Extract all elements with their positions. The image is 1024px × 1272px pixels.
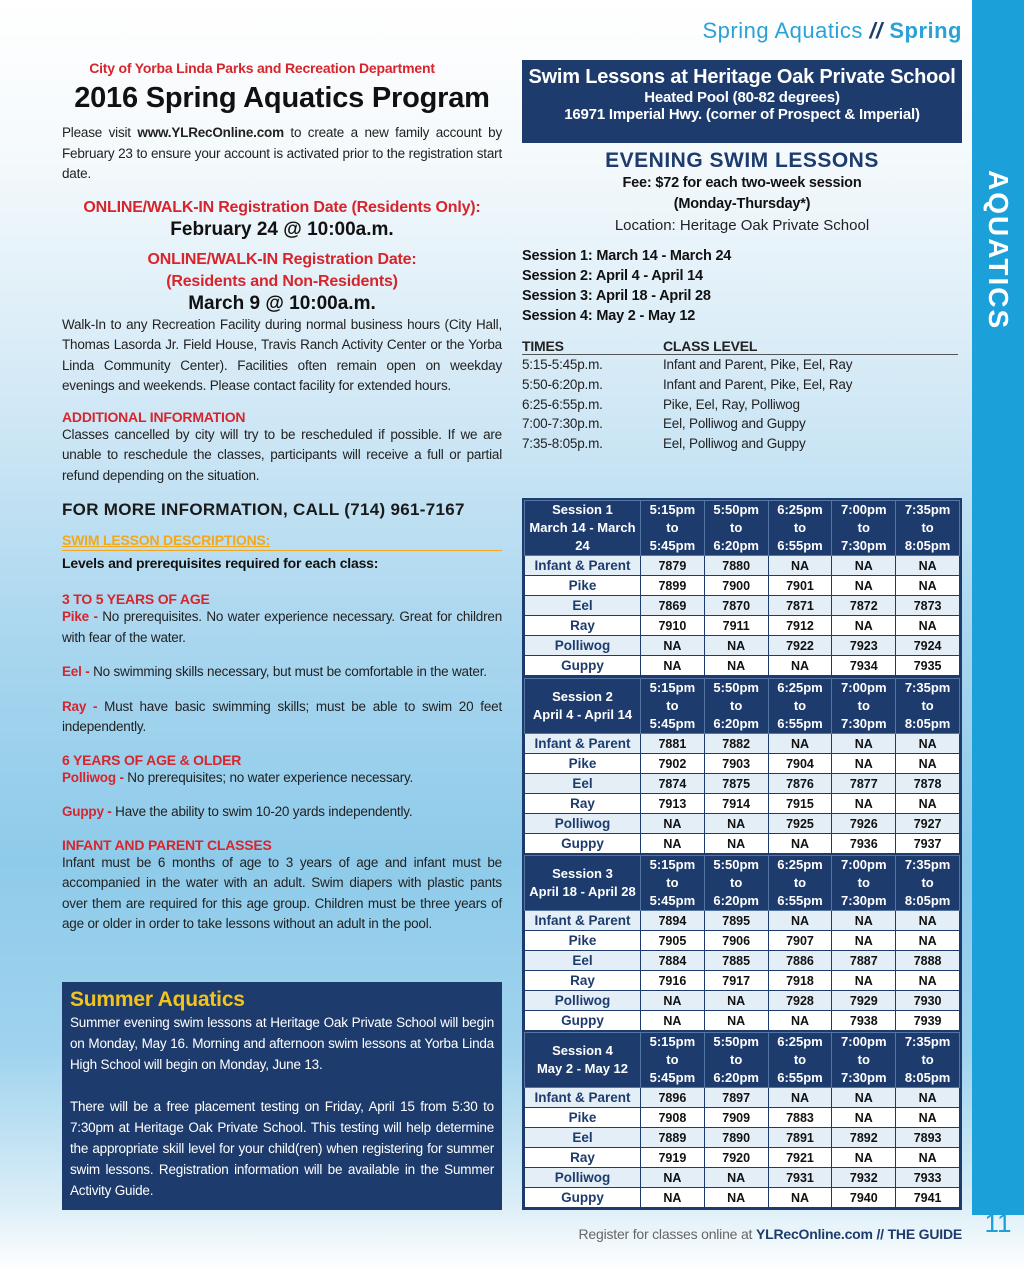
session-item: Session 2: April 4 - April 14 — [522, 268, 703, 284]
class-code-cell: NA — [832, 576, 896, 596]
table-row — [525, 596, 960, 616]
class-code-cell: 7872 — [832, 596, 896, 616]
session-table — [524, 500, 960, 676]
levels-cell: Eel, Polliwog and Guppy — [663, 436, 806, 452]
header-slashes: // — [869, 18, 883, 43]
table-row — [525, 814, 960, 834]
time-col-header: 5:50pm to 6:20pm — [704, 1033, 768, 1088]
class-level-cell: Ray — [525, 616, 641, 636]
table-row — [525, 991, 960, 1011]
class-code-cell: 7876 — [768, 774, 832, 794]
time-col-header: 5:15pm to 5:45pm — [641, 856, 705, 911]
class-code-cell: 7885 — [704, 951, 768, 971]
table-row — [525, 576, 960, 596]
class-code-cell: 7910 — [641, 616, 705, 636]
time-col-header: 7:00pm to 7:30pm — [832, 501, 896, 556]
class-code-cell: NA — [896, 1148, 960, 1168]
class-code-cell: 7894 — [641, 911, 705, 931]
additional-info-heading: ADDITIONAL INFORMATION — [62, 408, 246, 425]
class-code-cell: 7920 — [704, 1148, 768, 1168]
time-col-header: 7:00pm to 7:30pm — [832, 1033, 896, 1088]
class-code-cell: 7881 — [641, 734, 705, 754]
class-code-cell: 7921 — [768, 1148, 832, 1168]
time-cell: 7:35-8:05p.m. — [522, 436, 603, 452]
class-code-cell: 7915 — [768, 794, 832, 814]
class-code-cell: NA — [768, 1088, 832, 1108]
time-col-header: 5:15pm to 5:45pm — [641, 679, 705, 734]
days-text: (Monday-Thursday*) — [673, 196, 811, 212]
class-code-cell: NA — [704, 991, 768, 1011]
session-header-cell — [525, 501, 641, 556]
time-col-header: 6:25pm to 6:55pm — [768, 856, 832, 911]
class-code-cell: NA — [704, 814, 768, 834]
class-code-cell: NA — [704, 834, 768, 854]
time-cell: 5:15-5:45p.m. — [522, 357, 603, 372]
class-code-cell: 7931 — [768, 1168, 832, 1188]
class-code-cell: 7911 — [704, 616, 768, 636]
time-col-header: 5:50pm to 6:20pm — [704, 501, 768, 556]
class-level-cell: Eel — [525, 1128, 641, 1148]
session-grid-4 — [522, 1030, 962, 1210]
class-level-cell: Polliwog — [525, 636, 641, 656]
class-code-cell: NA — [704, 636, 768, 656]
class-code-cell: NA — [641, 991, 705, 1011]
time-col-header: 7:35pm to 8:05pm — [896, 1033, 960, 1088]
class-code-cell: NA — [832, 754, 896, 774]
class-level-cell: Pike — [525, 576, 641, 596]
class-code-cell: 7938 — [832, 1011, 896, 1031]
class-code-cell: 7913 — [641, 794, 705, 814]
class-code-cell: 7889 — [641, 1128, 705, 1148]
class-code-cell: NA — [768, 734, 832, 754]
right-column — [522, 60, 962, 454]
class-code-cell: 7912 — [768, 616, 832, 636]
contact-phone: FOR MORE INFORMATION, CALL (714) 961-7167 — [62, 500, 465, 519]
levels-cell: Pike, Eel, Ray, Polliwog — [663, 396, 800, 412]
section-name: Spring Aquatics — [702, 18, 863, 43]
table-row — [525, 794, 960, 814]
time-col-header: 6:25pm to 6:55pm — [768, 1033, 832, 1088]
registration-date-all: March 9 @ 10:00a.m. — [188, 292, 376, 314]
class-code-cell: 7924 — [896, 636, 960, 656]
class-code-cell: 7890 — [704, 1128, 768, 1148]
class-code-cell: 7907 — [768, 931, 832, 951]
class-code-cell: 7884 — [641, 951, 705, 971]
time-col-header: 5:15pm to 5:45pm — [641, 501, 705, 556]
class-code-cell: 7887 — [832, 951, 896, 971]
heritage-banner — [522, 60, 962, 143]
infant-heading: INFANT AND PARENT CLASSES — [62, 836, 272, 853]
summer-title: Summer Aquatics — [70, 988, 245, 1011]
class-level-cell: Infant & Parent — [525, 556, 641, 576]
additional-info-text: Classes cancelled by city will try to be rescheduled if possible. If we are unable to reschedule the classes, participants will receive a full or partial refund depending on the situation. — [62, 426, 502, 483]
class-code-cell: NA — [768, 1011, 832, 1031]
footer-guide: THE GUIDE — [887, 1226, 962, 1242]
class-code-cell: 7899 — [641, 576, 705, 596]
session-name: Session 4 — [552, 1043, 613, 1058]
evening-lessons-block — [522, 149, 962, 236]
class-code-cell: 7922 — [768, 636, 832, 656]
class-code-cell: NA — [896, 556, 960, 576]
class-code-cell: 7901 — [768, 576, 832, 596]
class-level-cell: Ray — [525, 1148, 641, 1168]
class-code-cell: 7928 — [768, 991, 832, 1011]
level-col-header: CLASS LEVEL — [663, 338, 758, 354]
class-code-cell: NA — [641, 1168, 705, 1188]
class-code-cell: NA — [704, 656, 768, 676]
levels-cell: Infant and Parent, Pike, Eel, Ray — [663, 357, 853, 372]
class-code-cell: 7870 — [704, 596, 768, 616]
class-code-cell: NA — [896, 754, 960, 774]
class-code-cell: NA — [832, 1148, 896, 1168]
table-row — [525, 1148, 960, 1168]
heritage-pool: Heated Pool (80-82 degrees) — [644, 89, 840, 106]
times-col-header: TIMES — [522, 338, 564, 354]
class-code-cell: 7880 — [704, 556, 768, 576]
infant-text: Infant must be 6 months of age to 3 years of age and infant must be accompanied in the water with an adult. Swim diapers with plastic pants over them are required for this age group. Children must be three years of age or older in order to take lessons without an adult in the pool. — [62, 854, 502, 931]
class-code-cell: NA — [832, 971, 896, 991]
session-name: Session 1 — [552, 502, 613, 517]
class-code-cell: NA — [704, 1011, 768, 1031]
class-code-cell: 7939 — [896, 1011, 960, 1031]
class-code-cell: 7879 — [641, 556, 705, 576]
session-dates: April 18 - April 28 — [529, 884, 636, 899]
class-code-cell: NA — [704, 1168, 768, 1188]
class-code-cell: NA — [832, 1088, 896, 1108]
time-col-header: 7:35pm to 8:05pm — [896, 501, 960, 556]
class-level-cell: Pike — [525, 754, 641, 774]
class-level-cell: Eel — [525, 951, 641, 971]
class-level-cell: Infant & Parent — [525, 911, 641, 931]
class-code-cell: 7908 — [641, 1108, 705, 1128]
class-code-cell: 7926 — [832, 814, 896, 834]
time-col-header: 7:35pm to 8:05pm — [896, 856, 960, 911]
summer-para-2: There will be a free placement testing on Friday, April 15 from 5:30 to 7:30pm at Heritage Oak Private School. This testing will help determine the appropriate skill level for your child(ren) when registering for summer swim lessons. Registration information will be available in the Summer Activity Guide. — [70, 1099, 494, 1198]
class-code-cell: 7932 — [832, 1168, 896, 1188]
table-row — [525, 911, 960, 931]
class-level-cell: Guppy — [525, 656, 641, 676]
class-code-cell: NA — [641, 834, 705, 854]
class-code-cell: NA — [768, 556, 832, 576]
session-grid-3 — [522, 853, 962, 1033]
class-code-cell: NA — [641, 1011, 705, 1031]
class-code-cell: 7882 — [704, 734, 768, 754]
swim-descriptions-heading: SWIM LESSON DESCRIPTIONS: — [62, 532, 502, 551]
program-title: 2016 Spring Aquatics Program — [74, 82, 490, 114]
class-code-cell: 7909 — [704, 1108, 768, 1128]
class-code-cell: NA — [704, 1188, 768, 1208]
intro-text: Please visit www.YLRecOnline.com to create a new family account by February 23 to ensure your account is activated prior to the registration start date. — [62, 125, 502, 181]
table-row — [525, 1188, 960, 1208]
class-level-cell: Eel — [525, 774, 641, 794]
class-level-cell: Polliwog — [525, 814, 641, 834]
levels-heading: Levels and prerequisites required for each class: — [62, 555, 379, 571]
class-code-cell: 7940 — [832, 1188, 896, 1208]
table-row — [525, 636, 960, 656]
session-table — [524, 678, 960, 854]
class-code-cell: NA — [832, 556, 896, 576]
class-code-cell: 7902 — [641, 754, 705, 774]
session-dates: March 14 - March 24 — [529, 520, 636, 553]
class-code-cell: NA — [896, 734, 960, 754]
class-level-cell: Infant & Parent — [525, 734, 641, 754]
time-col-header: 6:25pm to 6:55pm — [768, 501, 832, 556]
class-code-cell: 7895 — [704, 911, 768, 931]
class-code-cell: NA — [768, 834, 832, 854]
registration-heading-residents: ONLINE/WALK-IN Registration Date (Residents Only): — [83, 198, 481, 216]
class-code-cell: 7903 — [704, 754, 768, 774]
time-col-header: 7:00pm to 7:30pm — [832, 856, 896, 911]
class-code-cell: 7888 — [896, 951, 960, 971]
class-code-cell: 7930 — [896, 991, 960, 1011]
time-cell: 5:50-6:20p.m. — [522, 376, 603, 392]
times-row — [522, 355, 958, 375]
class-code-cell: 7906 — [704, 931, 768, 951]
class-code-cell: NA — [832, 734, 896, 754]
class-code-cell: 7886 — [768, 951, 832, 971]
class-level-cell: Eel — [525, 596, 641, 616]
session-name: Session 3 — [552, 866, 613, 881]
table-row — [525, 1108, 960, 1128]
class-code-cell: 7905 — [641, 931, 705, 951]
table-row — [525, 951, 960, 971]
time-cell: 6:25-6:55p.m. — [522, 396, 603, 412]
class-code-cell: NA — [896, 616, 960, 636]
class-code-cell: 7935 — [896, 656, 960, 676]
class-code-cell: 7925 — [768, 814, 832, 834]
table-row — [525, 1011, 960, 1031]
time-cell: 7:00-7:30p.m. — [522, 416, 603, 432]
class-code-cell: 7937 — [896, 834, 960, 854]
class-code-cell: NA — [641, 1188, 705, 1208]
registration-date-residents: February 24 @ 10:00a.m. — [170, 218, 394, 240]
class-code-cell: 7904 — [768, 754, 832, 774]
table-row — [525, 1088, 960, 1108]
time-col-header: 5:50pm to 6:20pm — [704, 679, 768, 734]
page-number: 11 — [984, 1208, 1012, 1238]
polliwog-description: Polliwog - No prerequisites; no water experience necessary. — [62, 769, 414, 785]
summer-para-1: Summer evening swim lessons at Heritage Oak Private School will begin on Monday, May 16. Morning and afternoon swim lessons at Yorba Linda High School will begin on Monday, June 13. — [70, 1015, 494, 1072]
section-header — [702, 18, 962, 44]
times-header — [522, 338, 958, 355]
times-row — [522, 414, 958, 434]
table-row — [525, 616, 960, 636]
guppy-description: Guppy - Have the ability to swim 10-20 yards independently. — [62, 804, 413, 819]
season-name: Spring — [889, 18, 962, 43]
ray-description: Ray - Must have basic swimming skills; must be able to swim 20 feet independently. — [62, 698, 502, 734]
footer-slashes: // — [876, 1226, 884, 1242]
class-code-cell: 7918 — [768, 971, 832, 991]
class-code-cell: 7923 — [832, 636, 896, 656]
class-code-cell: 7914 — [704, 794, 768, 814]
session-dates: April 4 - April 14 — [532, 707, 633, 722]
times-row — [522, 395, 958, 415]
session-grid-1 — [522, 498, 962, 678]
time-col-header: 7:35pm to 8:05pm — [896, 679, 960, 734]
class-code-cell: 7891 — [768, 1128, 832, 1148]
class-code-cell: NA — [896, 1108, 960, 1128]
table-row — [525, 774, 960, 794]
eel-description: Eel - No swimming skills necessary, but must be comfortable in the water. — [62, 664, 487, 679]
times-table — [522, 338, 958, 454]
session-item: Session 3: April 18 - April 28 — [522, 288, 711, 304]
class-code-cell: NA — [896, 1088, 960, 1108]
class-code-cell: 7873 — [896, 596, 960, 616]
class-code-cell: 7883 — [768, 1108, 832, 1128]
class-code-cell: 7892 — [832, 1128, 896, 1148]
table-row — [525, 556, 960, 576]
time-col-header: 5:50pm to 6:20pm — [704, 856, 768, 911]
class-code-cell: NA — [832, 931, 896, 951]
department-name: City of Yorba Linda Parks and Recreation Department — [89, 60, 435, 76]
class-code-cell: 7896 — [641, 1088, 705, 1108]
class-code-cell: NA — [832, 616, 896, 636]
footer-prefix: Register for classes online at — [578, 1226, 753, 1242]
class-level-cell: Polliwog — [525, 1168, 641, 1188]
time-col-header: 5:15pm to 5:45pm — [641, 1033, 705, 1088]
table-row — [525, 1168, 960, 1188]
session-item: Session 4: May 2 - May 12 — [522, 308, 696, 324]
table-row — [525, 834, 960, 854]
class-code-cell: NA — [832, 794, 896, 814]
class-level-cell: Pike — [525, 1108, 641, 1128]
session-header-cell — [525, 1033, 641, 1088]
session-header-cell — [525, 856, 641, 911]
class-level-cell: Infant & Parent — [525, 1088, 641, 1108]
class-level-cell: Polliwog — [525, 991, 641, 1011]
class-code-cell: 7893 — [896, 1128, 960, 1148]
heritage-title: Swim Lessons at Heritage Oak Private School — [528, 66, 956, 88]
session-table — [524, 855, 960, 1031]
class-code-cell: NA — [896, 971, 960, 991]
class-code-cell: 7933 — [896, 1168, 960, 1188]
class-code-cell: 7927 — [896, 814, 960, 834]
class-level-cell: Pike — [525, 931, 641, 951]
fee-text: Fee: $72 for each two-week session — [622, 175, 862, 191]
footer-site-link[interactable]: YLRecOnline.com — [755, 1226, 873, 1242]
table-row — [525, 754, 960, 774]
table-row — [525, 734, 960, 754]
class-level-cell: Guppy — [525, 834, 641, 854]
session-dates: May 2 - May 12 — [536, 1061, 629, 1076]
class-level-cell: Ray — [525, 794, 641, 814]
registration-heading-all-line2: (Residents and Non-Residents) — [166, 272, 398, 290]
class-code-cell: 7919 — [641, 1148, 705, 1168]
class-code-cell: 7878 — [896, 774, 960, 794]
class-code-cell: NA — [768, 1188, 832, 1208]
location-text: Location: Heritage Oak Private School — [614, 217, 870, 234]
class-code-cell: 7900 — [704, 576, 768, 596]
intro-site-link[interactable]: www.YLRecOnline.com — [137, 125, 284, 140]
age-3-5-heading: 3 TO 5 YEARS OF AGE — [62, 591, 210, 607]
table-row — [525, 931, 960, 951]
class-level-cell: Guppy — [525, 1188, 641, 1208]
side-label: AQUATICS — [983, 169, 1014, 331]
time-col-header: 6:25pm to 6:55pm — [768, 679, 832, 734]
times-row — [522, 434, 958, 454]
class-code-cell: 7934 — [832, 656, 896, 676]
left-column — [62, 60, 502, 935]
class-code-cell: 7917 — [704, 971, 768, 991]
class-code-cell: 7871 — [768, 596, 832, 616]
class-level-cell: Ray — [525, 971, 641, 991]
table-row — [525, 1128, 960, 1148]
class-code-cell: 7941 — [896, 1188, 960, 1208]
walkin-text: Walk-In to any Recreation Facility during normal business hours (City Hall, Thomas Lasorda Jr. Field House, Travis Ranch Activity Center or the Yorba Linda Community Center). Facilities often remain open on weekday evenings and weekends. Please contact facility for extended hours. — [62, 316, 502, 393]
class-code-cell: 7936 — [832, 834, 896, 854]
class-code-cell: NA — [641, 814, 705, 834]
table-row — [525, 656, 960, 676]
footer — [578, 1226, 962, 1242]
table-row — [525, 971, 960, 991]
times-row — [522, 375, 958, 395]
pike-description: Pike - No prerequisites. No water experience necessary. Great for children with fear of the water. — [62, 609, 502, 645]
class-code-cell: NA — [896, 931, 960, 951]
session-grid-2 — [522, 676, 962, 856]
session-name: Session 2 — [552, 689, 613, 704]
class-code-cell: 7897 — [704, 1088, 768, 1108]
class-code-cell: NA — [832, 1108, 896, 1128]
session-item: Session 1: March 14 - March 24 — [522, 248, 732, 264]
class-code-cell: NA — [768, 656, 832, 676]
session-header-cell — [525, 679, 641, 734]
time-col-header: 7:00pm to 7:30pm — [832, 679, 896, 734]
class-code-cell: NA — [641, 636, 705, 656]
heritage-address: 16971 Imperial Hwy. (corner of Prospect & Imperial) — [564, 106, 920, 123]
class-code-cell: NA — [896, 794, 960, 814]
session-list — [522, 246, 962, 326]
registration-heading-all-line1: ONLINE/WALK-IN Registration Date: — [147, 250, 417, 268]
class-code-cell: NA — [832, 911, 896, 931]
levels-cell: Infant and Parent, Pike, Eel, Ray — [663, 376, 853, 392]
class-code-cell: NA — [768, 911, 832, 931]
class-code-cell: 7875 — [704, 774, 768, 794]
summer-aquatics-box — [62, 982, 502, 1210]
age-6-plus-heading: 6 YEARS OF AGE & OLDER — [62, 751, 242, 768]
side-strip — [972, 0, 1024, 1215]
class-level-cell: Guppy — [525, 1011, 641, 1031]
session-table — [524, 1032, 960, 1208]
class-code-cell: 7877 — [832, 774, 896, 794]
class-code-cell: NA — [896, 576, 960, 596]
class-code-cell: 7929 — [832, 991, 896, 1011]
class-code-cell: NA — [641, 656, 705, 676]
class-code-cell: NA — [896, 911, 960, 931]
class-code-cell: 7869 — [641, 596, 705, 616]
evening-title: EVENING SWIM LESSONS — [605, 149, 879, 172]
levels-cell: Eel, Polliwog and Guppy — [663, 416, 806, 432]
class-code-cell: 7874 — [641, 774, 705, 794]
class-code-cell: 7916 — [641, 971, 705, 991]
